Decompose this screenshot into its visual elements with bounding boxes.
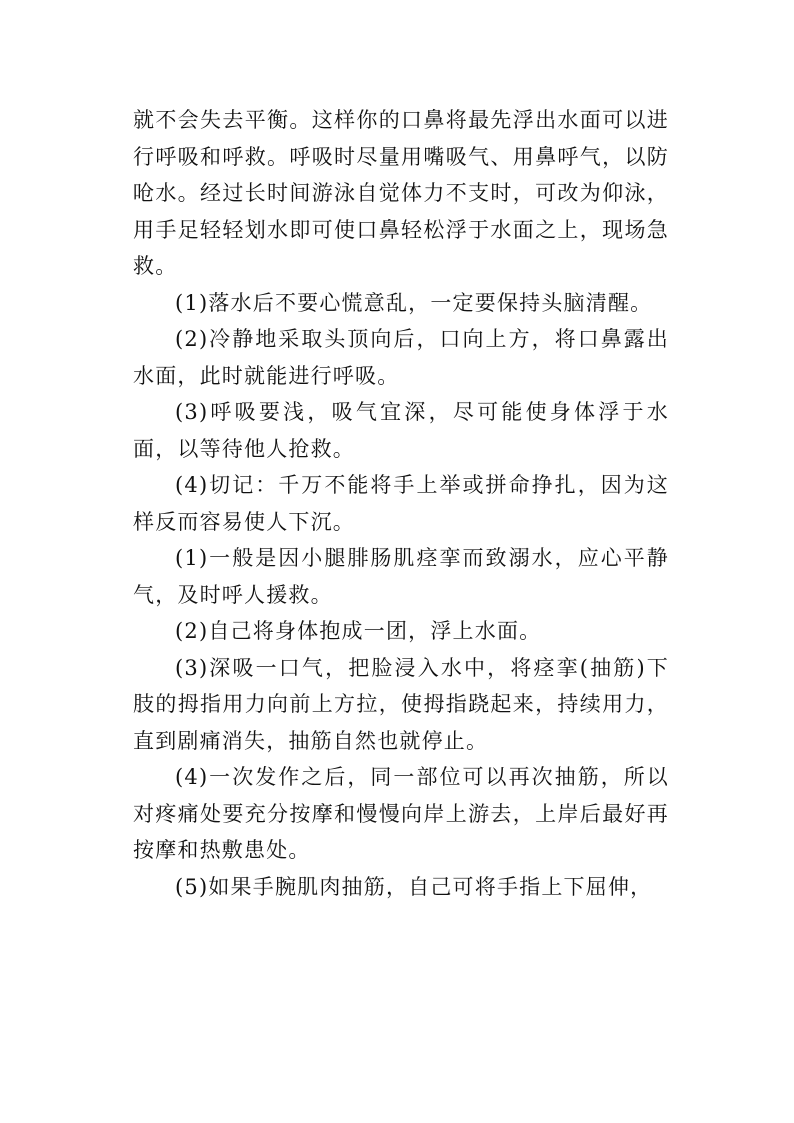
paragraph-cramp-step-3: (3)深吸一口气，把脸浸入水中，将痉挛(抽筋)下肢的拇指用力向前上方拉，使拇指跷起来，持续用力，直到剧痛消失，抽筋自然也就停止。 [133,655,669,753]
document-body [133,102,669,905]
paragraph-cramp-step-1: (1)一般是因小腿腓肠肌痉挛而致溺水，应心平静气，及时呼人援救。 [133,546,669,607]
paragraph-drowning-step-2: (2)冷静地采取头顶向后，口向上方，将口鼻露出水面，此时就能进行呼吸。 [133,327,669,388]
paragraph-cramp-step-4: (4)一次发作之后，同一部位可以再次抽筋，所以对疼痛处要充分按摩和慢慢向岸上游去，上岸后最好再按摩和热敷患处。 [133,765,669,862]
paragraph-drowning-step-3: (3)呼吸要浅，吸气宜深，尽可能使身体浮于水面，以等待他人抢救。 [133,400,669,461]
paragraph-drowning-step-1: (1)落水后不要心慌意乱，一定要保持头脑清醒。 [175,290,653,315]
paragraph-cramp-step-2: (2)自己将身体抱成一团，浮上水面。 [175,619,542,643]
paragraph-cramp-step-5: (5)如果手腕肌肉抽筋，自己可将手指上下屈伸， [175,874,653,899]
paragraph-intro: 就不会失去平衡。这样你的口鼻将最先浮出水面可以进行呼吸和呼救。呼吸时尽量用嘴吸气、用鼻呼气，以防呛水。经过长时间游泳自觉体力不支时，可改为仰泳，用手足轻轻划水即可使口鼻轻松浮于水面之上，现场急救。 [133,108,669,278]
paragraph-drowning-step-4: (4)切记：千万不能将手上举或拼命挣扎，因为这样反而容易使人下沉。 [133,473,669,534]
